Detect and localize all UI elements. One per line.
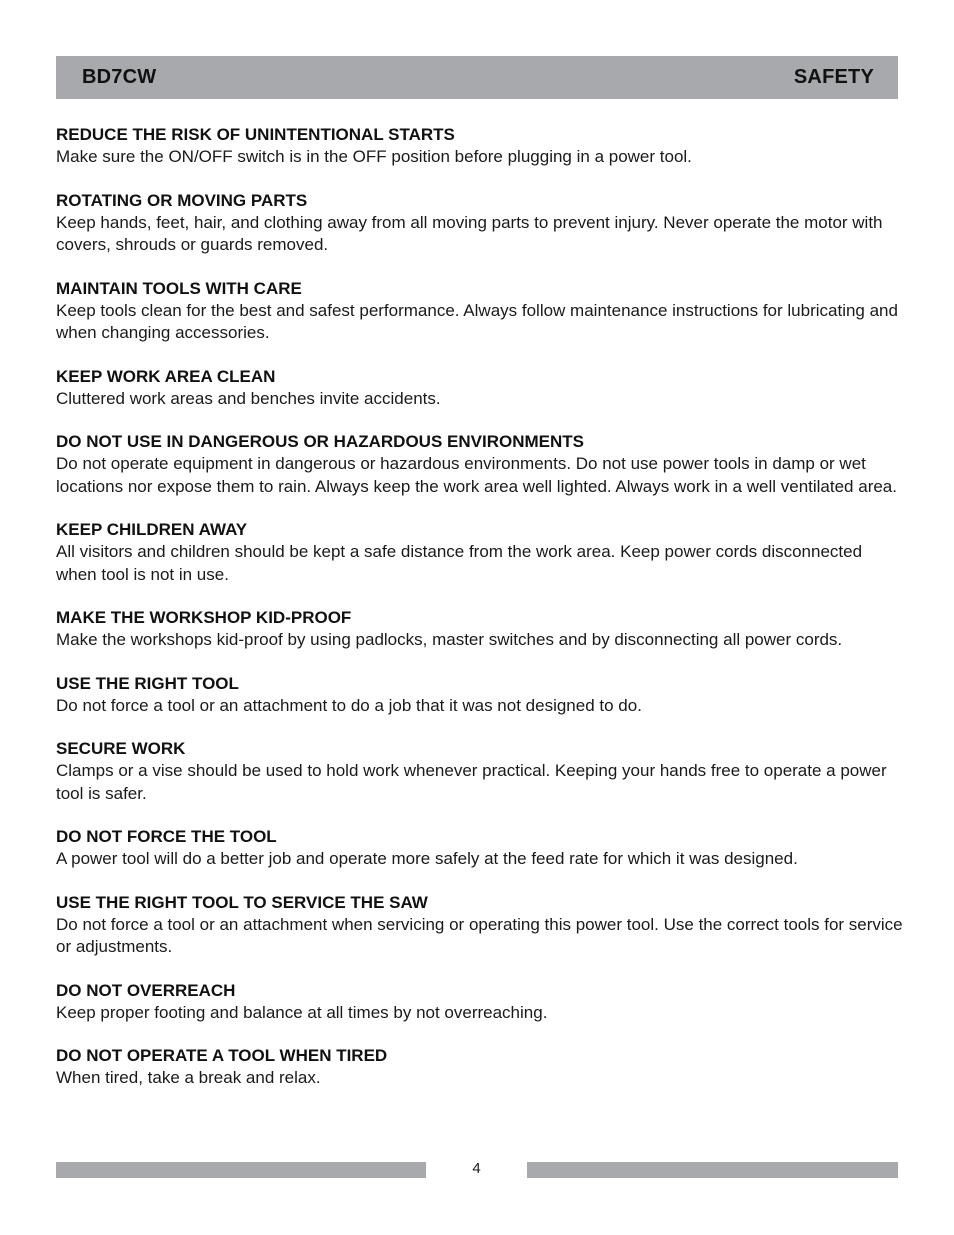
rule-title: DO NOT OPERATE A TOOL WHEN TIRED <box>56 1046 388 1065</box>
safety-rule <box>56 673 906 718</box>
rule-body: Keep tools clean for the best and safest performance. Always follow maintenance instructions for lubricating and when changing accessories. <box>56 300 898 342</box>
rule-title: ROTATING OR MOVING PARTS <box>56 190 308 210</box>
rule-body: A power tool will do a better job and operate more safely at the feed rate for which it was designed. <box>56 849 798 868</box>
rule-title: DO NOT FORCE THE TOOL <box>56 827 277 846</box>
rule-body: Clamps or a vise should be used to hold work whenever practical. Keeping your hands free to operate a power tool is safer. <box>56 761 887 803</box>
safety-rule <box>56 826 906 871</box>
rule-body: When tired, take a break and relax. <box>56 1068 321 1087</box>
rule-title: MAKE THE WORKSHOP KID-PROOF <box>56 608 352 627</box>
page-number: 4 <box>472 1160 481 1177</box>
rule-body: Do not operate equipment in dangerous or hazardous environments. Do not use power tools in damp or wet locations nor expose them to rain. Always keep the work area well lighted. Always work in a well ventilated area. <box>56 454 897 496</box>
section-title: SAFETY <box>793 66 874 88</box>
rule-body: Make the workshops kid-proof by using padlocks, master switches and by disconnecting all power cords. <box>56 630 843 649</box>
rule-title: MAINTAIN TOOLS WITH CARE <box>56 278 302 298</box>
rule-body: Make sure the ON/OFF switch is in the OFF position before plugging in a power tool. <box>56 147 692 166</box>
safety-rules-list <box>56 124 906 1111</box>
safety-rule <box>56 124 906 169</box>
safety-rule <box>56 431 906 498</box>
rule-body: Cluttered work areas and benches invite accidents. <box>56 388 441 408</box>
rule-body: All visitors and children should be kept a safe distance from the work area. Keep power cords disconnected when tool is not in use. <box>56 542 863 584</box>
rule-body: Do not force a tool or an attachment when servicing or operating this power tool. Use the correct tools for service or adjustments. <box>56 914 903 956</box>
rule-title: USE THE RIGHT TOOL TO SERVICE THE SAW <box>56 892 428 912</box>
safety-rule <box>56 738 906 805</box>
safety-rule <box>56 1045 906 1090</box>
rule-title: REDUCE THE RISK OF UNINTENTIONAL STARTS <box>56 125 455 144</box>
rule-title: USE THE RIGHT TOOL <box>56 673 239 693</box>
rule-title: DO NOT OVERREACH <box>56 980 236 1000</box>
rule-body: Do not force a tool or an attachment to do a job that it was not designed to do. <box>56 695 642 715</box>
safety-rule <box>56 892 906 959</box>
safety-rule <box>56 278 906 345</box>
footer-bar-left <box>56 1162 426 1178</box>
safety-rule <box>56 366 906 411</box>
rule-title: KEEP CHILDREN AWAY <box>56 520 248 539</box>
rule-body: Keep hands, feet, hair, and clothing away from all moving parts to prevent injury. Never operate the motor with covers, shrouds or guards removed. <box>56 212 883 254</box>
safety-rule <box>56 980 906 1025</box>
page-header <box>56 56 898 99</box>
safety-rule <box>56 519 906 586</box>
footer-bar-right <box>527 1162 898 1178</box>
safety-rule <box>56 607 906 652</box>
safety-rule <box>56 190 906 257</box>
rule-title: DO NOT USE IN DANGEROUS OR HAZARDOUS ENVIRONMENTS <box>56 432 584 451</box>
rule-body: Keep proper footing and balance at all times by not overreaching. <box>56 1002 548 1022</box>
rule-title: KEEP WORK AREA CLEAN <box>56 366 276 386</box>
rule-title: SECURE WORK <box>56 739 186 758</box>
model-name: BD7CW <box>82 66 157 88</box>
